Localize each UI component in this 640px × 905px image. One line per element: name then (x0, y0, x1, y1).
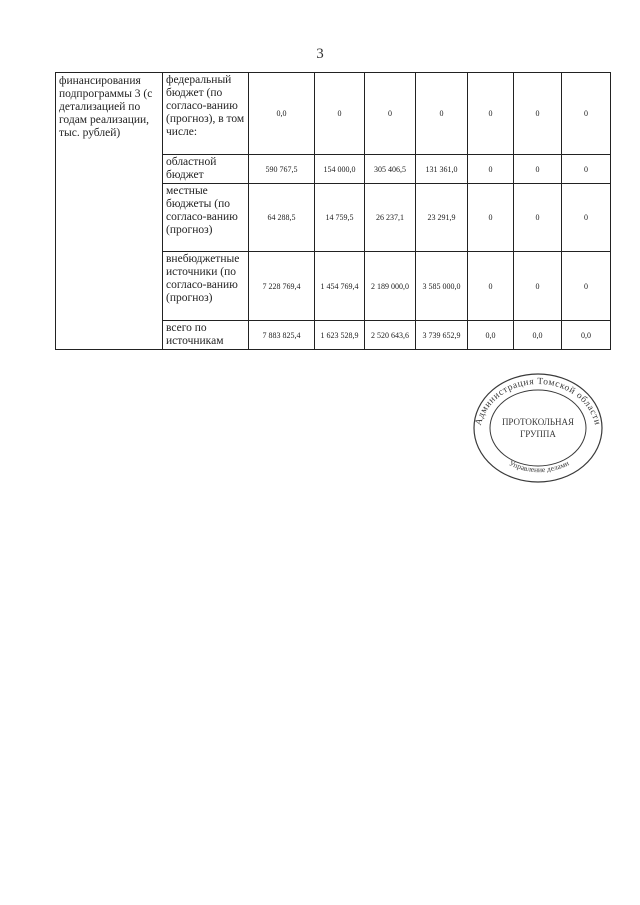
table-cell: 0 (514, 73, 562, 155)
table-cell: 0 (468, 155, 514, 184)
source-label: федеральный бюджет (по согласо-ванию (прогноз), в том числе: (163, 73, 249, 155)
table-cell: 0 (416, 73, 468, 155)
table-cell: 0 (468, 184, 514, 252)
table-cell: 3 585 000,0 (416, 252, 468, 321)
table-cell: 0 (562, 184, 611, 252)
table-cell: 0,0 (249, 73, 315, 155)
stamp-center-line2: ГРУППА (520, 429, 556, 439)
table-cell: 2 189 000,0 (365, 252, 416, 321)
budget-table (55, 72, 611, 350)
table-cell: 64 288,5 (249, 184, 315, 252)
stamp-ring-text: Администрация Томской области (473, 376, 603, 427)
table-cell: 1 623 528,9 (315, 321, 365, 350)
table-cell: 0 (514, 155, 562, 184)
table-cell: 0 (562, 73, 611, 155)
table-cell: 26 237,1 (365, 184, 416, 252)
page-number: 3 (316, 46, 324, 62)
table-cell: 0 (514, 184, 562, 252)
source-label: местные бюджеты (по согласо-ванию (прогноз) (163, 184, 249, 252)
table-cell: 0 (315, 73, 365, 155)
table-cell: 7 883 825,4 (249, 321, 315, 350)
table-cell: 154 000,0 (315, 155, 365, 184)
table-cell: 1 454 769,4 (315, 252, 365, 321)
table-cell: 0 (562, 155, 611, 184)
table-cell: 131 361,0 (416, 155, 468, 184)
svg-text:Управление делами (508, 458, 571, 474)
table-cell: 0,0 (468, 321, 514, 350)
table-cell: 14 759,5 (315, 184, 365, 252)
source-label: областной бюджет (163, 155, 249, 184)
table-cell: 590 767,5 (249, 155, 315, 184)
table-cell: 0,0 (562, 321, 611, 350)
table-cell: 0,0 (514, 321, 562, 350)
table-cell: 0 (468, 73, 514, 155)
table-cell: 23 291,9 (416, 184, 468, 252)
row-label: финансирования подпрограммы 3 (с детализацией по годам реализации, тыс. рублей) (56, 73, 163, 350)
stamp-center-line1: ПРОТОКОЛЬНАЯ (501, 417, 575, 427)
table-cell: 0 (514, 252, 562, 321)
table-cell: 305 406,5 (365, 155, 416, 184)
table-cell: 0 (562, 252, 611, 321)
table-cell: 7 228 769,4 (249, 252, 315, 321)
official-stamp (470, 370, 605, 485)
table-cell: 0 (365, 73, 416, 155)
table-cell: 0 (468, 252, 514, 321)
table-cell: 2 520 643,6 (365, 321, 416, 350)
source-label: внебюджетные источники (по согласо-ванию (прогноз) (163, 252, 249, 321)
table-cell: 3 739 652,9 (416, 321, 468, 350)
stamp-bottom-text: Управление делами (507, 458, 571, 475)
source-label: всего по источникам (163, 321, 249, 350)
table-row-federal (56, 73, 611, 155)
